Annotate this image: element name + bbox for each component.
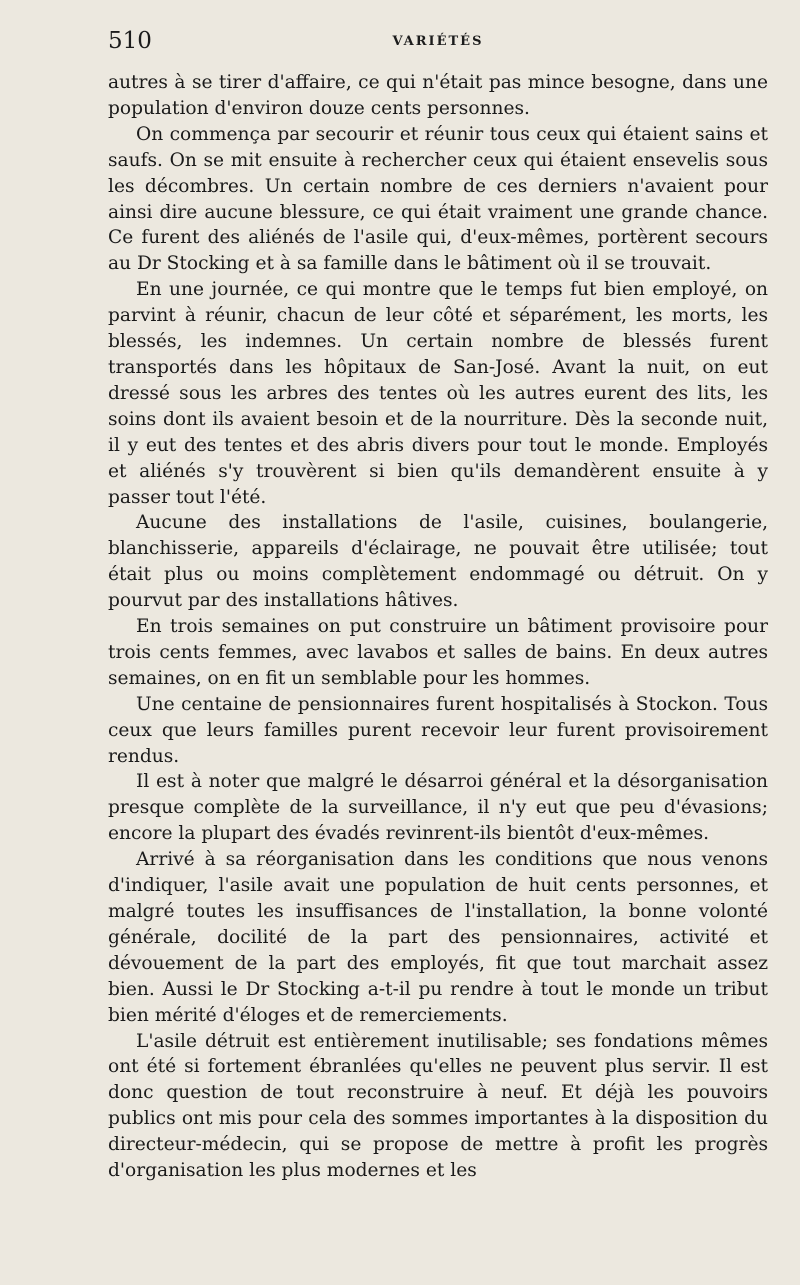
body-text xyxy=(108,70,768,1184)
paragraph-1: autres à se tirer d'affaire, ce qui n'était pas mince besogne, dans une population d'environ douze cents personnes. xyxy=(108,72,768,119)
paragraph-2: On commença par secourir et réunir tous ceux qui étaient sains et saufs. On se mit ensuite à rechercher ceux qui étaient ensevelis sous les décombres. Un certain nombre de ces derniers n'avaient pour ainsi dire aucune blessure, ce qui était vraiment une grande chance. Ce furent des aliénés de l'asile qui, d'eux-mêmes, portèrent secours au Dr Stocking et à sa famille dans le bâtiment où il se trouvait. xyxy=(108,123,768,275)
paragraph-3: En une journée, ce qui montre que le temps fut bien employé, on parvint à réunir, chacun de leur côté et séparément, les morts, les blessés, les indemnes. Un certain nombre de blessés furent transportés dans les hôpitaux de San-José. Avant la nuit, on eut dressé sous les arbres des tentes où les autres eurent des lits, les soins dont ils avaient besoin et de la nourriture. Dès la seconde nuit, il y eut des tentes et des abris divers pour tout le monde. Employés et aliénés s'y trouvèrent si bien qu'ils demandèrent ensuite à y passer tout l'été. xyxy=(108,279,768,508)
paragraph-7: Il est à noter que malgré le désarroi général et la désorganisation presque complète de la surveillance, il n'y eut que peu d'évasions; encore la plupart des évadés revinrent-ils bientôt d'eux-mêmes. xyxy=(108,771,768,845)
paragraph-6: Une centaine de pensionnaires furent hospitalisés à Stockon. Tous ceux que leurs familles purent recevoir leur furent provisoirement rendus. xyxy=(108,693,768,767)
running-head: VARIÉTÉS xyxy=(392,34,484,49)
paragraph-5: En trois semaines on put construire un bâtiment provisoire pour trois cents femmes, avec lavabos et salles de bains. En deux autres semaines, on en fit un semblable pour les hommes. xyxy=(108,616,768,689)
page-header xyxy=(108,28,768,62)
paragraph-4: Aucune des installations de l'asile, cuisines, boulangerie, blanchisserie, appareils d'éclairage, ne pouvait être utilisée; tout était plus ou moins complètement endommagé ou détruit. On y pourvut par des installations hâtives. xyxy=(108,512,768,612)
paragraph-9: L'asile détruit est entièrement inutilisable; ses fondations mêmes ont été si fortement ébranlées qu'elles ne peuvent plus servir. Il est donc question de tout reconstruire à neuf. Et déjà les pouvoirs publics ont mis pour cela des sommes importantes à la disposition du directeur-médecin, qui se propose de mettre à profit les progrès d'organisation les plus modernes et les xyxy=(108,1030,768,1182)
paragraph-8: Arrivé à sa réorganisation dans les conditions que nous venons d'indiquer, l'asile avait une population de huit cents personnes, et malgré toutes les insuffisances de l'installation, la bonne volonté générale, docilité de la part des pensionnaires, activité et dévouement de la part des employés, fit que tout marchait assez bien. Aussi le Dr Stocking a-t-il pu rendre à tout le monde un tribut bien mérité d'éloges et de remerciements. xyxy=(108,849,768,1026)
page-number: 510 xyxy=(108,28,152,54)
